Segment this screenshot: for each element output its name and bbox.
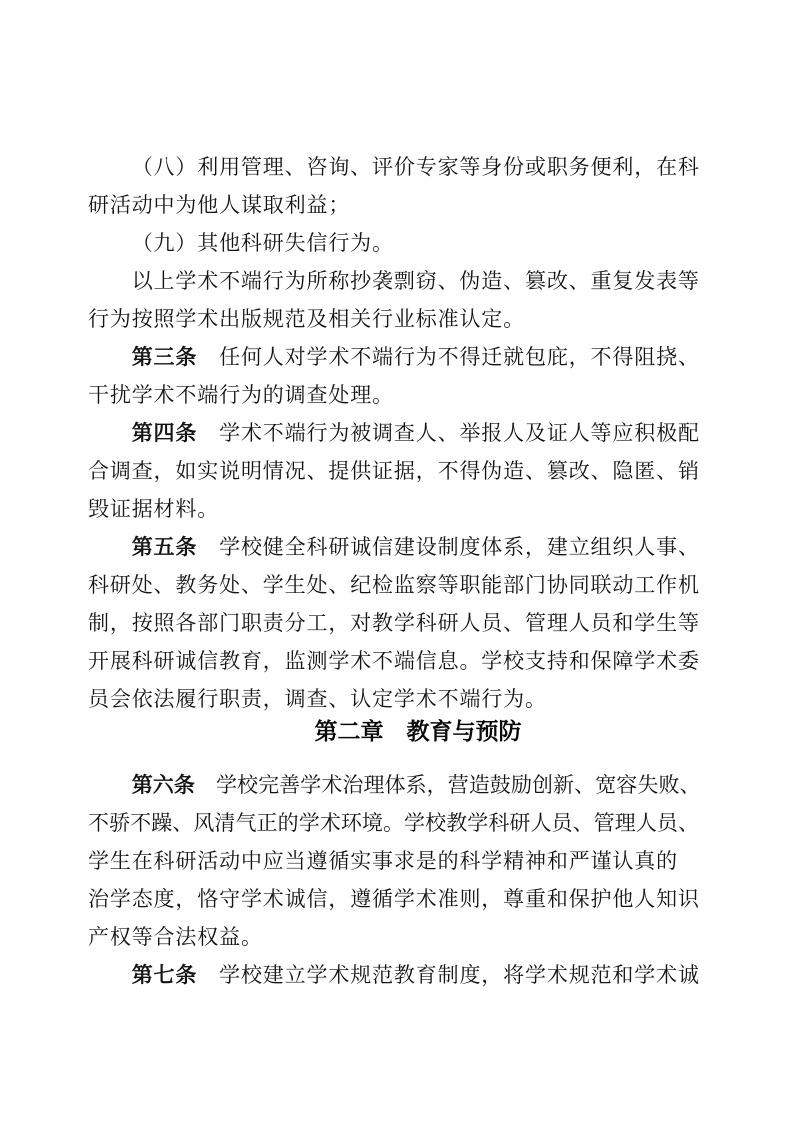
text-line xyxy=(88,642,700,680)
text-line xyxy=(88,338,700,376)
line-text: 学校建立学术规范教育制度，将学术规范和学术诚 xyxy=(197,963,700,987)
line-text: 合调查，如实说明情况、提供证据，不得伪造、篡改、隐匿、销 xyxy=(88,459,700,483)
line-text: 治学态度，恪守学术诚信，遵循学术准则，尊重和保护他人知识 xyxy=(88,887,700,911)
line-text: 学校健全科研诚信建设制度体系，建立组织人事、 xyxy=(197,535,700,559)
text-line xyxy=(88,842,700,880)
line-text: 不骄不躁、风清气正的学术环境。学校教学科研人员、管理人员、 xyxy=(88,811,700,835)
line-text: 科研处、教务处、学生处、纪检监察等职能部门协同联动工作机 xyxy=(88,573,700,597)
text-line xyxy=(88,300,700,338)
article-number: 第六条 xyxy=(131,773,195,797)
chapter-heading: 第二章 教育与预防 xyxy=(314,718,522,744)
text-line xyxy=(88,224,700,262)
line-text: 制，按照各部门职责分工，对教学科研人员、管理人员和学生等 xyxy=(88,611,700,635)
line-text: 学生在科研活动中应当遵循实事求是的科学精神和严谨认真的 xyxy=(88,849,678,873)
text-line xyxy=(88,452,700,490)
article-number: 第四条 xyxy=(131,421,198,445)
text-line xyxy=(88,956,700,994)
line-text: 学术不端行为被调查人、举报人及证人等应积极配 xyxy=(197,421,700,445)
text-line xyxy=(88,804,700,842)
text-line xyxy=(88,528,700,566)
line-text: （九）其他科研失信行为。 xyxy=(131,231,394,255)
text-line xyxy=(88,414,700,452)
line-text: 产权等合法权益。 xyxy=(88,925,263,949)
line-text: 以上学术不端行为所称抄袭剽窃、伪造、篡改、重复发表等 xyxy=(131,269,700,293)
line-text: 行为按照学术出版规范及相关行业标准认定。 xyxy=(88,307,525,331)
line-text: 干扰学术不端行为的调查处理。 xyxy=(88,383,394,407)
article-number: 第三条 xyxy=(131,345,198,369)
text-line xyxy=(88,566,700,604)
document-body xyxy=(88,148,700,994)
text-line xyxy=(88,766,700,804)
text-line xyxy=(88,376,700,414)
text-line xyxy=(88,148,700,186)
line-text: 学校完善学术治理体系，营造鼓励创新、宽容失败、 xyxy=(194,773,701,797)
text-line xyxy=(88,880,700,918)
text-line xyxy=(88,262,700,300)
line-text: 员会依法履行职责，调查、认定学术不端行为。 xyxy=(88,687,547,711)
text-line xyxy=(88,604,700,642)
line-text: 毁证据材料。 xyxy=(88,497,220,521)
line-text: 任何人对学术不端行为不得迁就包庇，不得阻挠、 xyxy=(197,345,700,369)
text-line xyxy=(88,490,700,528)
article-number: 第七条 xyxy=(131,963,198,987)
line-text: 开展科研诚信教育，监测学术不端信息。学校支持和保障学术委 xyxy=(88,649,700,673)
article-number: 第五条 xyxy=(131,535,198,559)
text-line xyxy=(88,680,700,718)
text-line xyxy=(88,186,700,224)
line-text: 研活动中为他人谋取利益； xyxy=(88,193,351,217)
line-text: （八）利用管理、咨询、评价专家等身份或职务便利，在科 xyxy=(131,155,700,179)
text-line xyxy=(88,918,700,956)
